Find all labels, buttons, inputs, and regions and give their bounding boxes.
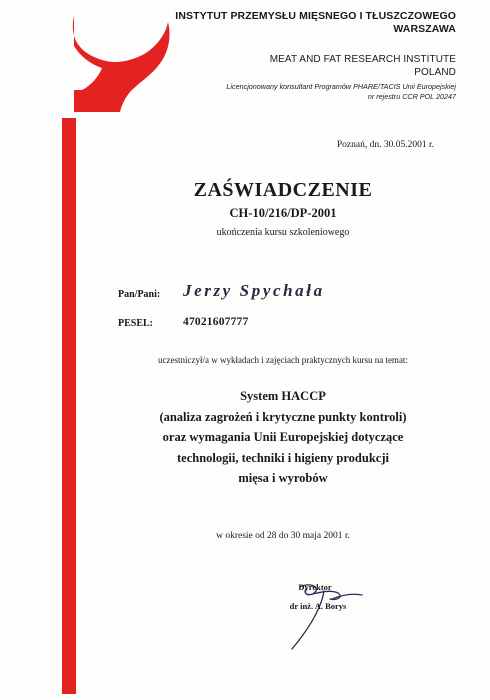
certificate-subtitle: ukończenia kursu szkoleniowego [216,227,350,238]
signatory-role: Dyrektor [298,582,332,592]
course-topic [76,386,490,489]
certificate-number: CH-10/216/DP-2001 [229,206,337,220]
course-period: w okresie od 28 do 30 maja 2001 r. [216,531,350,541]
institute-name-english [270,53,456,79]
holder-name: Jerzy Spychała [183,281,325,300]
institute-logo-bull-icon [40,12,180,122]
place-date: Poznań, dn. 30.05.2001 r. [336,140,434,150]
course-line: System HACCP [240,389,326,403]
certificate-title: ZAŚWIADCZENIE [193,179,373,201]
signatory-name: dr inż. A. Borys [289,601,347,611]
name-label: Pan/Pani: [118,289,161,300]
course-line: (analiza zagrożeń i krytyczne punkty kontroli) [159,409,407,424]
course-line: oraz wymagania Unii Europejskiej dotyczące [162,430,404,444]
institute-name-en-line1: MEAT AND FAT RESEARCH INSTITUTE [269,54,456,65]
license-line1: Licencjonowany konsultant Programów PHARE/TACIS Unii Europejskiej [226,82,456,91]
institute-name-pl-line1: INSTYTUT PRZEMYSŁU MIĘSNEGO I TŁUSZCZOWEGO [175,10,456,22]
decorative-red-bar [62,118,76,694]
pesel-label: PESEL: [118,318,154,329]
pesel-value: 47021607777 [183,316,249,328]
course-line: technologii, techniki i higieny produkcji [177,450,389,465]
license-note [186,82,456,102]
course-line: mięsa i wyrobów [238,471,328,485]
institute-name-polish [175,10,456,36]
license-line2: nr rejestru CCR POL 20247 [367,92,456,101]
institute-name-en-line2: POLAND [414,67,456,78]
institute-name-pl-line2: WARSZAWA [393,23,456,35]
intro-text: uczestniczył/a w wykładach i zajęciach praktycznych kursu na temat: [158,355,408,365]
